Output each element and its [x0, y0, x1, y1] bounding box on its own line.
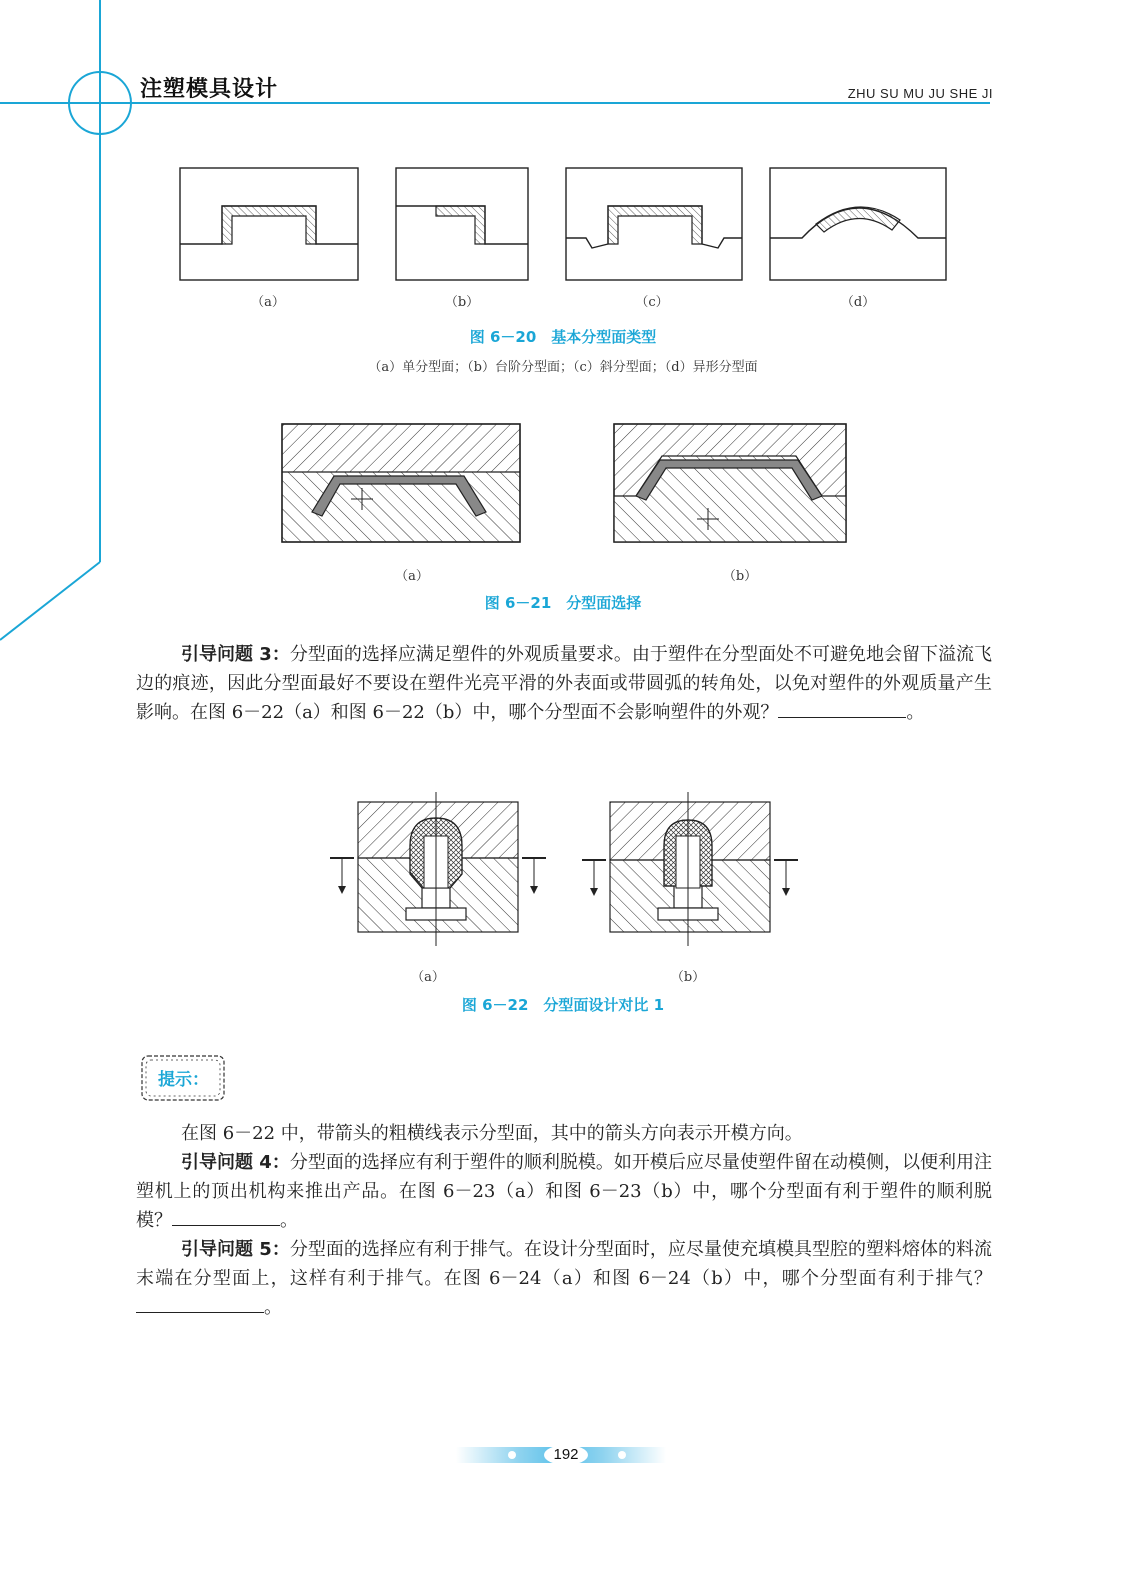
question-4-text: 分型面的选择应有利于塑件的顺利脱模。如开模后应尽量使塑件留在动模侧，以便利用注塑机上的顶出机构来推出产品。在图 6－23（a）和图 6－23（b）中，哪个分型面有利于塑件的顺利脱模？ [136, 1152, 992, 1231]
question-3-lead: 引导问题 3： [181, 644, 290, 665]
fig-6-22a-diagram [330, 792, 546, 946]
question-3-answer-blank[interactable] [778, 699, 906, 718]
fig-6-21-label-b: （b） [722, 569, 758, 584]
fig-6-20c-diagram [566, 168, 742, 280]
figure-6-22-caption: 图 6－22 分型面设计对比 1 [461, 996, 665, 1014]
question-3-paragraph [136, 640, 992, 727]
fig-6-20d-diagram [770, 168, 946, 280]
figure-6-22-drawings [326, 790, 802, 960]
tip-label: 提示： [158, 1070, 209, 1090]
question-5-text: 分型面的选择应有利于排气。在设计分型面时，应尽量使充填模具型腔的塑料熔体的料流末端在分型面上，这样有利于排气。在图 6－24（a）和图 6－24（b）中，哪个分型面有利于排气？ [136, 1239, 992, 1289]
fig-6-22-label-a: （a） [411, 970, 445, 985]
fig-6-20-label-c: （c） [635, 295, 669, 310]
fig-6-22-label-b: （b） [670, 970, 706, 985]
header-title: 注塑模具设计 [140, 77, 279, 102]
question-4-paragraph [136, 1148, 992, 1235]
figure-6-20-caption: 图 6－20 基本分型面类型 [469, 328, 657, 346]
question-4-lead: 引导问题 4： [181, 1152, 290, 1173]
fig-6-20a-diagram [180, 168, 358, 280]
fig-6-20b-diagram [396, 168, 528, 280]
figure-6-20-subcaption: （a）单分型面；（b）台阶分型面；（c）斜分型面；（d）异形分型面 [368, 360, 758, 375]
figure-6-20-drawings [170, 160, 960, 290]
fig-6-20-label-a: （a） [251, 295, 285, 310]
question-5-end: 。 [264, 1297, 282, 1318]
fig-6-21a-diagram [282, 424, 520, 542]
fig-6-20-label-b: （b） [444, 295, 480, 310]
body-text-block [136, 1119, 992, 1322]
fig-6-21b-diagram [614, 424, 846, 542]
figure-6-21-caption: 图 6－21 分型面选择 [484, 594, 642, 612]
figure-6-21-drawings [276, 418, 856, 548]
question-3-text: 分型面的选择应满足塑件的外观质量要求。由于塑件在分型面处不可避免地会留下溢流飞边的痕迹，因此分型面最好不要设在塑件光亮平滑的外表面或带圆弧的转角处，以免对塑件的外观质量产生影响。在图 6－22（a）和图 6－22（b）中，哪个分型面不会影响塑件的外观？ [136, 644, 992, 723]
question-5-paragraph [136, 1235, 992, 1322]
fig-6-22b-diagram [582, 792, 798, 946]
question-5-answer-blank[interactable] [136, 1294, 264, 1313]
question-3-end: 。 [906, 702, 925, 723]
fig-6-20-label-d: （d） [840, 295, 876, 310]
tip-text: 在图 6－22 中，带箭头的粗横线表示分型面，其中的箭头方向表示开模方向。 [181, 1123, 803, 1144]
header-pinyin: ZHU SU MU JU SHE JI [847, 86, 993, 101]
tip-badge [138, 1052, 228, 1104]
question-4-end: 。 [280, 1210, 298, 1231]
question-5-lead: 引导问题 5： [181, 1239, 290, 1260]
page-number: 192 [553, 1446, 579, 1463]
fig-6-21-label-a: （a） [395, 569, 429, 584]
question-4-answer-blank[interactable] [172, 1207, 280, 1226]
